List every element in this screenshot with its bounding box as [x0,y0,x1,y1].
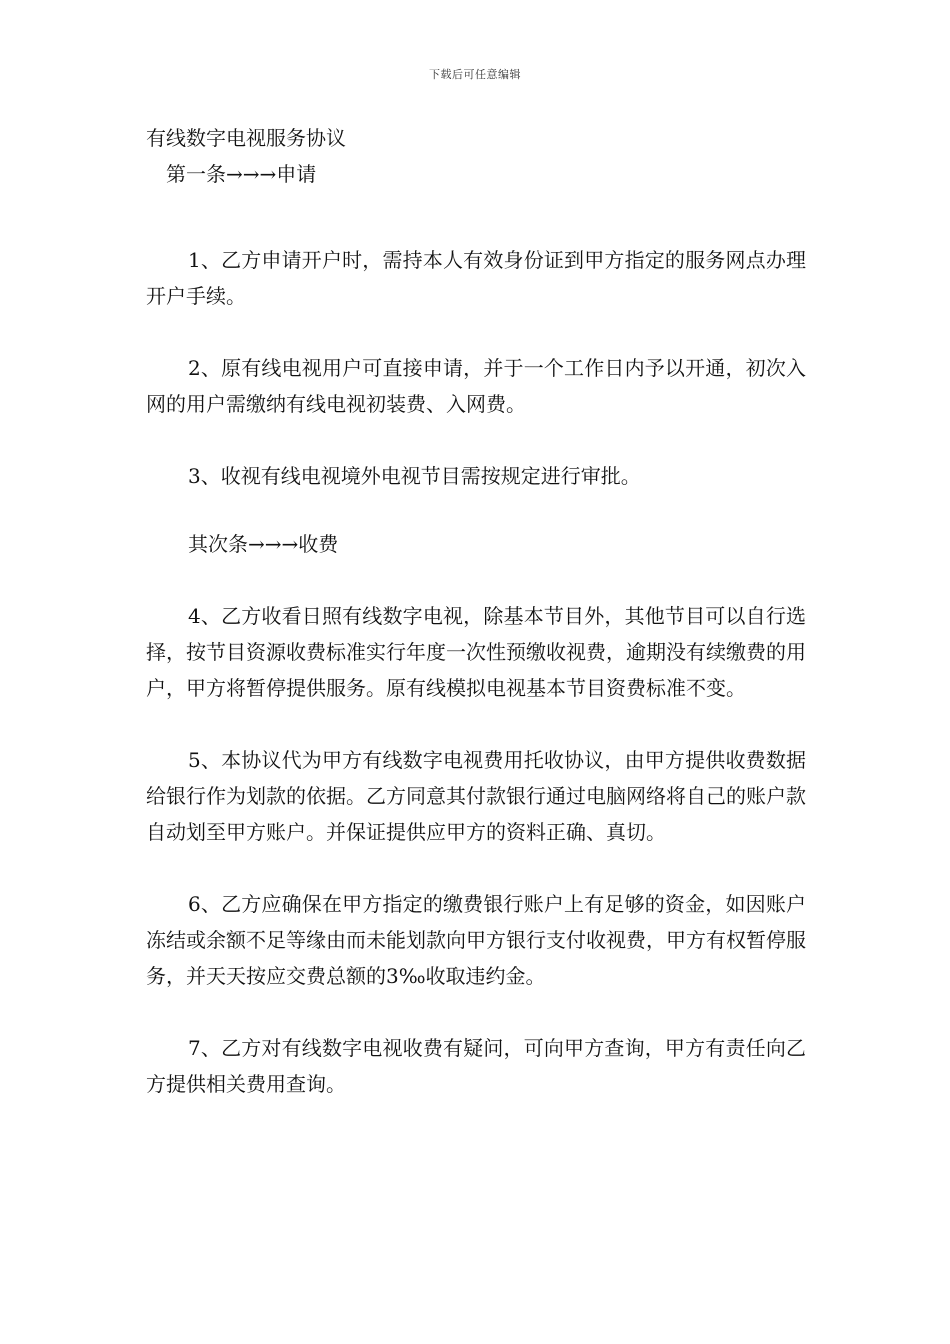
clause-3: 3、收视有线电视境外电视节目需按规定进行审批。 [188,464,641,488]
clause-4: 4、乙方收看日照有线数字电视，除基本节目外，其他节目可以自行选择，按节目资源收费标准实行年度一次性预缴收视费，逾期没有续缴费的用户，甲方将暂停提供服务。原有线模拟电视基本节目资费标准不变。 [146,604,806,700]
document-body [146,120,806,1102]
header-note: 下载后可任意编辑 [429,68,521,81]
document-title: 有线数字电视服务协议 [146,126,346,150]
clause-7: 7、乙方对有线数字电视收费有疑问，可向甲方查询，甲方有责任向乙方提供相关费用查询。 [146,1036,806,1096]
article-heading-fees: 其次条→→→收费 [188,532,339,556]
clause-6: 6、乙方应确保在甲方指定的缴费银行账户上有足够的资金，如因账户冻结或余额不足等缘由而未能划款向甲方银行支付收视费，甲方有权暂停服务，并天天按应交费总额的3‰收取违约金。 [146,892,806,988]
article-heading-application: 第一条→→→申请 [166,162,317,186]
clause-2: 2、原有线电视用户可直接申请，并于一个工作日内予以开通，初次入网的用户需缴纳有线电视初装费、入网费。 [146,356,806,416]
clause-1: 1、乙方申请开户时，需持本人有效身份证到甲方指定的服务网点办理开户手续。 [146,248,806,308]
clause-5: 5、本协议代为甲方有线数字电视费用托收协议，由甲方提供收费数据给银行作为划款的依据。乙方同意其付款银行通过电脑网络将自己的账户款自动划至甲方账户。并保证提供应甲方的资料正确、真切。 [146,748,806,844]
